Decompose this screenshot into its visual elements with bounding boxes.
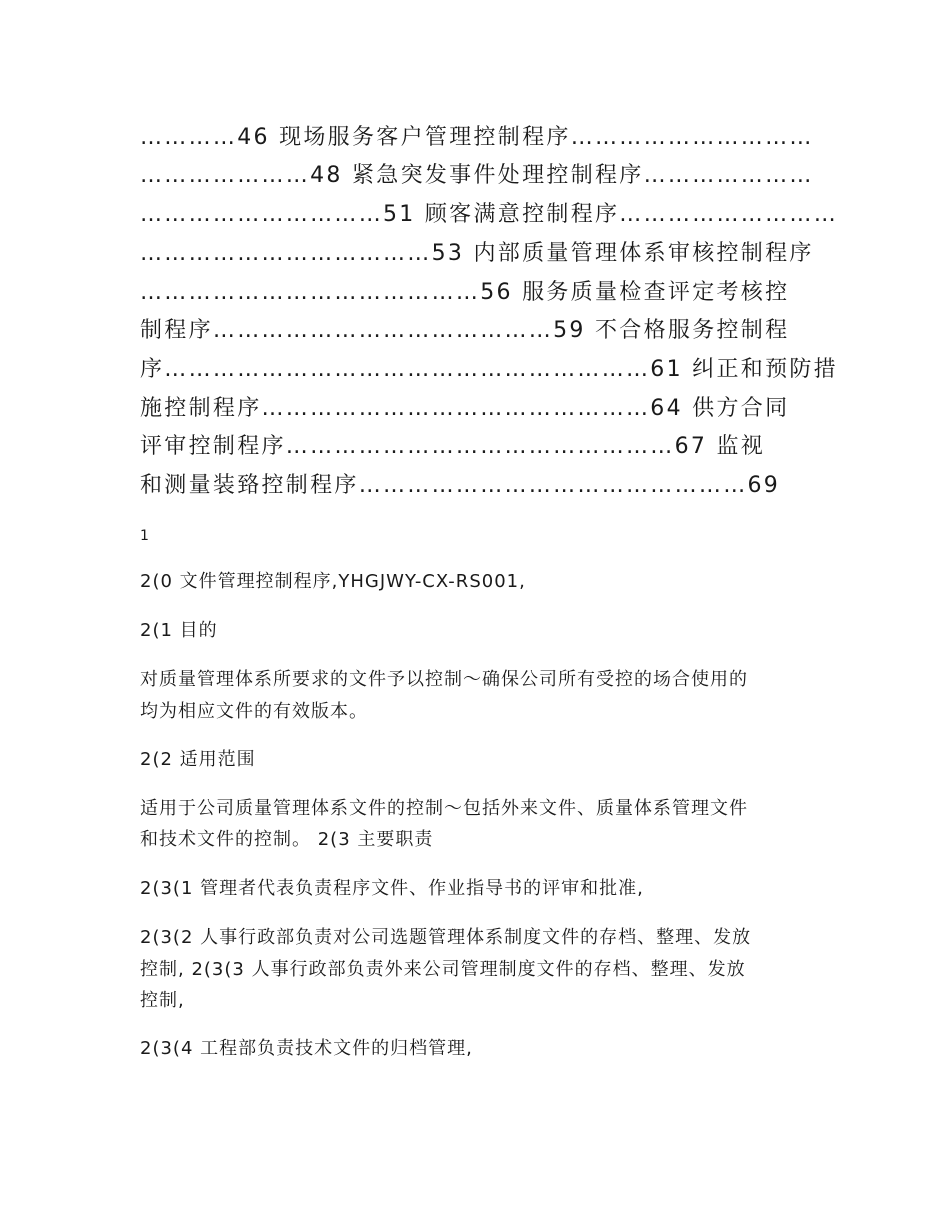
toc-line: 制程序……………………………………59 不合格服务控制程 xyxy=(140,318,790,343)
purpose-heading: 2(1 目的 xyxy=(140,620,218,641)
toc-line: …………………………51 顾客满意控制程序……………………… xyxy=(140,202,838,227)
duty-item: 控制, xyxy=(140,990,185,1011)
toc-line: 评审控制程序…………………………………………67 监视 xyxy=(140,434,766,459)
purpose-text: 对质量管理体系所要求的文件予以控制～确保公司所有受控的场合使用的 xyxy=(140,669,748,690)
scope-heading: 2(2 适用范围 xyxy=(140,749,256,770)
scope-text: 和技术文件的控制。 2(3 主要职责 xyxy=(140,829,434,850)
toc-line: 序……………………………………………………61 纠正和预防措 xyxy=(140,357,838,382)
toc-line: 施控制程序…………………………………………64 供方合同 xyxy=(140,396,790,421)
toc-line: …………………48 紧急突发事件处理控制程序………………… xyxy=(140,163,814,188)
duty-item: 控制, 2(3(3 人事行政部负责外来公司管理制度文件的存档、整理、发放 xyxy=(140,959,746,980)
page-number: 1 xyxy=(140,528,149,544)
toc-line: …………46 现场服务客户管理控制程序………………………… xyxy=(140,125,814,150)
duty-item: 2(3(2 人事行政部负责对公司选题管理体系制度文件的存档、整理、发放 xyxy=(140,927,752,948)
toc-line: ………………………………53 内部质量管理体系审核控制程序 xyxy=(140,241,814,266)
toc-line: 和测量装臵控制程序…………………………………………69 xyxy=(140,473,781,498)
duty-item: 2(3(1 管理者代表负责程序文件、作业指导书的评审和批准, xyxy=(140,878,644,899)
section-title: 2(0 文件管理控制程序,YHGJWY-CX-RS001, xyxy=(140,571,526,592)
toc-line: ……………………………………56 服务质量检查评定考核控 xyxy=(140,280,790,305)
purpose-text: 均为相应文件的有效版本。 xyxy=(140,701,368,722)
scope-text: 适用于公司质量管理体系文件的控制～包括外来文件、质量体系管理文件 xyxy=(140,798,748,819)
duty-item: 2(3(4 工程部负责技术文件的归档管理, xyxy=(140,1038,473,1059)
